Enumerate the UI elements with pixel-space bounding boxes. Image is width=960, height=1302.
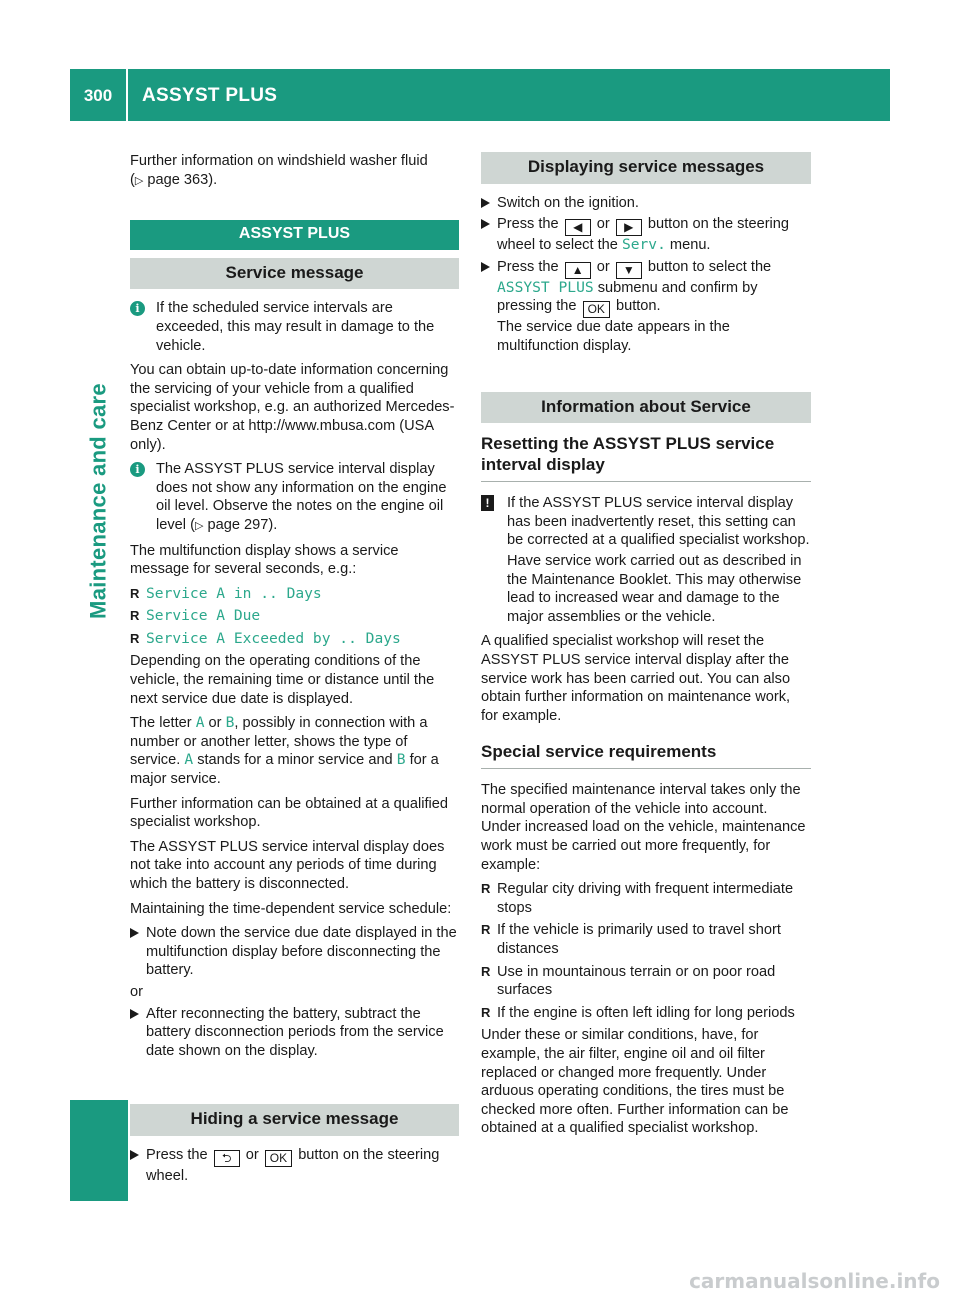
step-text: button.	[611, 298, 661, 315]
instruction-step	[130, 1146, 459, 1186]
step-text: menu.	[665, 237, 711, 254]
info-note	[130, 460, 459, 535]
paragraph: The ASSYST PLUS service interval display does not take into account any periods of time during which the battery is disconnected.	[130, 838, 445, 892]
bullet-icon: R	[481, 1004, 491, 1020]
warning-text: Have service work carried out as described in the Maintenance Booklet. This may otherwise lead to increased wear and damage to the major assemblies or the vehicle.	[507, 552, 802, 625]
section-title: ASSYST PLUS	[130, 220, 459, 250]
list-item	[481, 1004, 811, 1023]
info-heading: Information about Service	[481, 392, 811, 424]
page-ref-arrow-icon: ▷	[134, 174, 144, 187]
display-message: Service A Exceeded by .. Days	[146, 629, 401, 647]
assyst-submenu-label: ASSYST PLUS	[497, 278, 594, 296]
right-column	[481, 152, 811, 1144]
note-text: If the scheduled service intervals are exceeded, this may result in damage to the vehicle.	[156, 300, 435, 354]
letter-b: B	[396, 751, 406, 769]
letter-b: B	[225, 714, 235, 732]
step-arrow-icon	[130, 1150, 139, 1160]
chapter-marker	[70, 1100, 128, 1201]
letter-a: A	[195, 714, 205, 732]
text: The letter	[130, 715, 196, 732]
paragraph-letters	[130, 714, 459, 788]
page-header	[70, 69, 890, 121]
instruction-step	[481, 215, 811, 255]
paragraph: Further information can be obtained at a qualified specialist workshop.	[130, 795, 449, 831]
step-text: Press the	[497, 258, 563, 275]
header-title: ASSYST PLUS	[142, 85, 278, 106]
display-message-item	[130, 607, 459, 626]
note-text: The ASSYST PLUS service interval display does not show any information on the engine oil level. Observe the notes on the engine oil level (	[156, 461, 447, 533]
paragraph: The specified maintenance interval takes only the normal operation of the vehicle into account. Under increased load on the vehicle, maintenance work must be carried out more frequently, for example:	[481, 782, 806, 873]
header-divider	[126, 69, 128, 121]
resetting-heading: Resetting the ASSYST PLUS service interval display	[481, 433, 811, 482]
info-icon: i	[130, 301, 145, 316]
step-arrow-icon	[481, 219, 490, 229]
up-button-icon: ▲	[565, 262, 591, 279]
step-text: After reconnecting the battery, subtract the battery disconnection periods from the service date shown on the display.	[146, 1005, 444, 1059]
intro-text: Further information on windshield washer fluid	[130, 153, 428, 169]
ok-button-icon: OK	[265, 1150, 292, 1167]
display-message-item	[130, 630, 459, 649]
paragraph: The multifunction display shows a service message for several seconds, e.g.:	[130, 542, 399, 578]
list-item-text: Regular city driving with frequent intermediate stops	[497, 881, 794, 916]
warning-icon: !	[481, 495, 494, 511]
warning-note	[481, 494, 811, 626]
footer	[0, 1262, 960, 1302]
step-result: The service due date appears in the multifunction display.	[497, 319, 730, 354]
instruction-step	[130, 924, 459, 980]
step-text: button on the steering wheel to select the	[497, 216, 790, 254]
step-text: or	[592, 216, 614, 233]
special-heading: Special service requirements	[481, 741, 811, 769]
step-text: button on the steering wheel.	[146, 1146, 440, 1184]
step-text: Note down the service due date displayed in the multifunction display before disconnecting the battery.	[146, 925, 457, 979]
bullet-icon: R	[481, 881, 491, 897]
right-button-icon: ▶	[616, 219, 642, 236]
step-text: Press the	[497, 216, 563, 233]
display-message-item	[130, 585, 459, 604]
list-item	[481, 880, 811, 917]
page-number: 300	[83, 86, 113, 105]
instruction-step	[481, 194, 811, 213]
list-item-text: If the engine is often left idling for long periods	[497, 1004, 795, 1021]
step-text: button to select the	[643, 258, 772, 275]
step-arrow-icon	[481, 198, 490, 208]
text: or	[204, 715, 226, 732]
bullet-icon: R	[481, 963, 491, 979]
step-text: Press the	[146, 1146, 212, 1163]
instruction-step	[130, 1005, 459, 1061]
warning-text: If the ASSYST PLUS service interval display has been inadvertently reset, this setting can be corrected at a qualified specialist workshop.	[507, 495, 810, 549]
step-arrow-icon	[481, 262, 490, 272]
page-ref-link[interactable]: page 297).	[207, 516, 278, 533]
down-button-icon: ▼	[616, 262, 642, 279]
bullet-icon: R	[481, 922, 491, 938]
paragraph: Depending on the operating conditions of the vehicle, the remaining time or distance until the next service due date is displayed.	[130, 653, 435, 707]
info-note	[130, 299, 459, 355]
side-tab	[70, 121, 128, 1201]
left-column	[130, 152, 459, 1189]
letter-a: A	[184, 751, 194, 769]
step-text: submenu and confirm by pressing the	[497, 279, 758, 315]
paragraph: A qualified specialist workshop will reset the ASSYST PLUS service interval display after the service work has been carried out. You can also obtain further information on maintenance work, for example.	[481, 633, 791, 724]
paragraph: Under these or similar conditions, have, for example, the air filter, engine oil and oil filter replaced or changed more frequently. Under arduous operating conditions, the tires must be checked more often. Further information can be obtained at a qualified specialist workshop.	[481, 1027, 789, 1137]
list-item-text: Use in mountainous terrain or on poor road surfaces	[497, 963, 776, 999]
instruction-step	[481, 258, 811, 356]
step-arrow-icon	[130, 928, 139, 938]
page-ref-link[interactable]: page 363).	[147, 171, 218, 188]
display-message: Service A Due	[146, 607, 261, 625]
hiding-heading: Hiding a service message	[130, 1104, 459, 1136]
chapter-label	[70, 121, 128, 1201]
info-icon: i	[130, 462, 145, 477]
intro-paren: (	[130, 171, 135, 188]
text: stands for a minor service and	[193, 752, 397, 769]
text: , possibly in connection with a number or another letter, shows the type of service.	[130, 715, 428, 769]
list-item	[481, 921, 811, 958]
back-button-icon: ⮌	[214, 1150, 240, 1167]
displaying-heading: Displaying service messages	[481, 152, 811, 184]
left-button-icon: ◀	[565, 219, 591, 236]
step-arrow-icon	[130, 1009, 139, 1019]
serv-menu-label: Serv.	[621, 236, 666, 254]
text: for a major service.	[130, 752, 439, 788]
or-text: or	[130, 983, 143, 1000]
step-text: or	[241, 1146, 263, 1163]
list-item-text: If the vehicle is primarily used to travel short distances	[497, 922, 781, 958]
watermark: carmanualsonline.info	[689, 1269, 940, 1293]
intro-paragraph	[130, 152, 459, 190]
step-text: Switch on the ignition.	[497, 194, 639, 211]
chapter-label-text: Maintenance and care	[85, 383, 111, 619]
step-text: or	[592, 258, 614, 275]
page-ref-arrow-icon: ▷	[194, 519, 204, 532]
service-message-heading: Service message	[130, 258, 459, 290]
paragraph: You can obtain up-to-date information concerning the servicing of your vehicle from a qualified specialist workshop, e.g. an authorized Mercedes-Benz Center or at http://www.mbusa.com (USA only).	[130, 362, 455, 453]
ok-button-icon: OK	[583, 301, 610, 318]
bullet-icon: R	[130, 608, 140, 624]
paragraph: Maintaining the time-dependent service schedule:	[130, 900, 452, 917]
bullet-icon: R	[130, 630, 140, 646]
bullet-icon: R	[130, 585, 140, 601]
list-item	[481, 963, 811, 1000]
display-message: Service A in .. Days	[146, 584, 322, 602]
